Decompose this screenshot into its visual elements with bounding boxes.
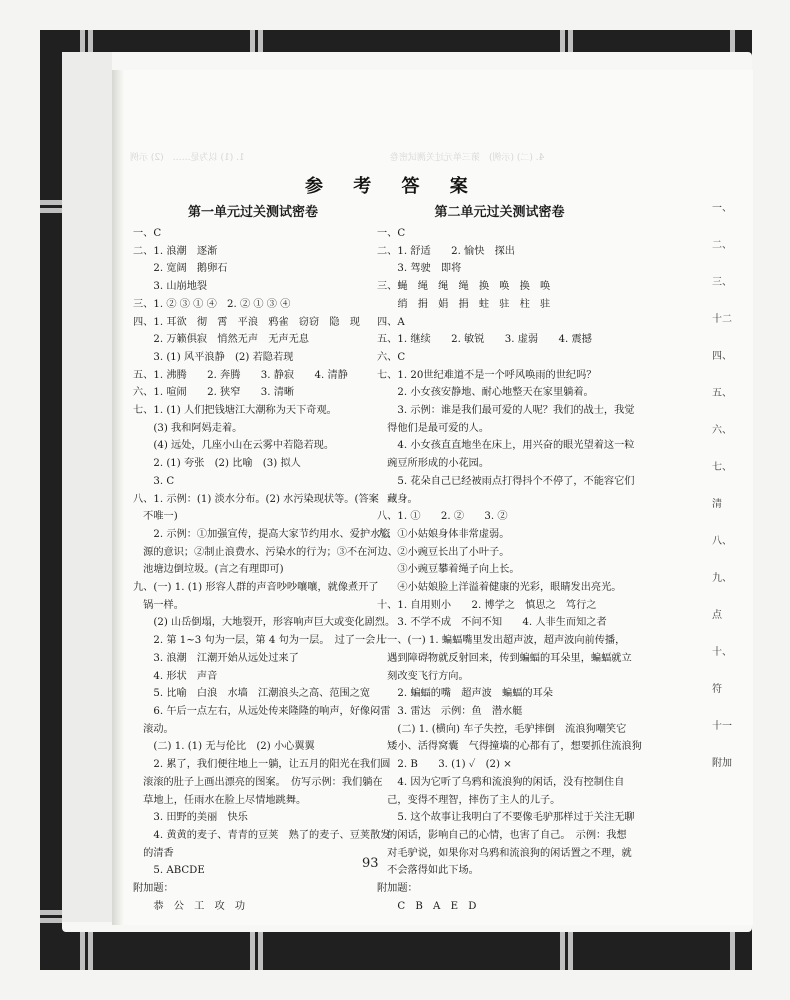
answer-line: 六、C (377, 351, 406, 363)
answer-line: 豌豆所形成的小花园。 (377, 458, 490, 470)
answer-line: 2. 第 1~3 句为一层，第 4 句为一层。 过了一会儿 (133, 635, 386, 647)
answer-line: 滚滚的肚子上画出漂亮的图案。 仿写示例：我们躺在 (133, 776, 383, 788)
edge-fragment: 五、 (712, 388, 732, 399)
answer-line: 5. 比喻 白浪 水墙 江潮浪头之高、范围之宽 (133, 688, 371, 700)
answer-line: 的闲话，影响自己的心情，也害了自己。 示例：我想 (377, 829, 627, 841)
answer-line: (2) 山岳倒塌，大地裂开，形容响声巨大或变化剧烈。 (133, 617, 396, 629)
answer-line: 2. 宽阔 鹅卵石 (133, 263, 228, 275)
answer-line: 绡 捐 娟 捐 蛀 驻 柱 驻 (377, 298, 551, 310)
answer-line: 七、1. (1) 人们把钱塘江大潮称为天下奇观。 (133, 405, 337, 417)
answer-line: 四、1. 耳欲 彻 霄 平浪 鸦雀 窃窃 隐 现 (133, 316, 360, 328)
answer-line: 3. 山崩地裂 (133, 281, 208, 293)
answer-line: 滚动。 (133, 723, 174, 735)
answer-line: 九、①小姑娘身体非常虚弱。 (377, 528, 510, 540)
answer-line: 一、C (133, 228, 162, 239)
answer-line: 2. 万籁俱寂 悄然无声 无声无息 (133, 334, 309, 346)
answer-line: 2. (1) 夸张 (2) 比喻 (3) 拟人 (133, 458, 301, 470)
unit2-answers (377, 204, 642, 915)
answer-line: 2. 蝙蝠的嘴 超声波 蝙蝠的耳朵 (377, 688, 553, 700)
answer-line: 锅一样。 (133, 599, 184, 611)
answer-line: ②小豌豆长出了小叶子。 (377, 546, 510, 558)
edge-fragment: 九、 (712, 573, 732, 584)
answer-line: 对毛驴说，如果你对乌鸦和流浪狗的闲话置之不理，就 (377, 847, 632, 859)
answer-line: 5. 花朵自己已经被雨点打得抖个不停了，不能容它们 (377, 475, 635, 487)
edge-fragment: 二、 (712, 240, 732, 251)
answer-line: 3. 田野的美丽 快乐 (133, 812, 248, 824)
edge-fragment: 符 (712, 684, 722, 695)
answer-line: 遇到障碍物就反射回来，传到蝙蝠的耳朵里，蝙蝠就立 (377, 652, 632, 664)
answer-line: 3. 示例：谁是我们最可爱的人呢？我们的战士，我觉 (377, 405, 635, 417)
unit2-heading: 第二单元过关测试密卷 (434, 205, 565, 220)
answer-line: 3. C (133, 475, 175, 487)
answer-line: 一、C (377, 228, 406, 239)
right-page-edge-fragments (712, 190, 752, 782)
answer-line: 矮小、活得窝囊 气得撞墙的心都有了，想要抓住流浪狗 (377, 741, 642, 753)
answer-line: 五、1. 继续 2. 敏锐 3. 虚弱 4. 震撼 (377, 334, 592, 346)
bleed-through-text: 1. (1) 以为是…… (2) 示例 (130, 153, 245, 163)
answer-line: C B A E D (377, 900, 477, 912)
answer-line: 2. 示例：①加强宣传，提高大家节约用水、爱护水资 (133, 528, 391, 540)
answer-line: 6. 午后一点左右，从远处传来隆隆的响声，好像闷雷 (133, 705, 391, 717)
left-page-edge (62, 52, 112, 922)
answer-line: 3. 雷达 示例：鱼 潜水艇 (377, 705, 523, 717)
answer-line: 藏身。 (377, 493, 418, 505)
answer-line: 三、1. ② ③ ① ④ 2. ② ① ③ ④ (133, 298, 291, 310)
answer-line: 三、蝇 绳 绳 绳 换 唤 换 唤 (377, 281, 551, 293)
answer-line: 二、1. 舒适 2. 愉快 探出 (377, 245, 515, 257)
answer-line: 不唯一) (133, 511, 178, 523)
answer-line: 池塘边倒垃圾。(言之有理即可) (133, 564, 284, 576)
answer-line: 七、1. 20世纪难道不是一个呼风唤雨的世纪吗？ (377, 369, 597, 381)
edge-fragment: 附加 (712, 758, 732, 769)
answer-line: 八、1. 示例：(1) 淡水分布。(2) 水污染现状等。(答案 (133, 493, 379, 505)
answer-line: 3. 驾驶 即将 (377, 263, 462, 275)
edge-fragment: 十二 (712, 314, 732, 325)
answer-line: 刻改变飞行方向。 (377, 670, 469, 682)
answer-line: 4. 因为它听了乌鸦和流浪狗的闲话，没有控制住自 (377, 776, 625, 788)
answer-line: 十、1. 自用则小 2. 博学之 慎思之 笃行之 (377, 599, 597, 611)
answer-line: 草地上，任雨水在脸上尽情地跳舞。 (133, 794, 307, 806)
answer-line: 恭 公 工 攻 功 (133, 900, 246, 912)
answer-line: 2. 小女孩安静地、耐心地整天在家里躺着。 (377, 387, 594, 399)
answer-line: (4) 远处，几座小山在云雾中若隐若现。 (133, 440, 335, 452)
answer-line: 八、1. ① 2. ② 3. ② (377, 511, 508, 523)
edge-fragment: 六、 (712, 425, 732, 436)
edge-fragment: 十、 (712, 647, 732, 658)
answer-line: 源的意识；②制止浪费水、污染水的行为；③不在河边、 (133, 546, 398, 558)
answer-line: 3. 不学不成 不问不知 4. 人非生而知之者 (377, 617, 607, 629)
bleed-through-text: 4. (二) (示例) 第三单元过关测试密卷 (390, 153, 545, 163)
answer-line: 4. 形状 声音 (133, 670, 218, 682)
answer-line: 3. (1) 风平浪静 (2) 若隐若现 (133, 351, 294, 363)
answer-line: ④小姑娘脸上洋溢着健康的光彩，眼睛发出亮光。 (377, 582, 622, 594)
edge-fragment: 八、 (712, 536, 732, 547)
answer-line: (二) 1. (横向) 车子失控，毛驴摔倒 流浪狗嘲笑它 (377, 723, 627, 735)
edge-fragment: 一、 (712, 203, 732, 214)
edge-fragment: 点 (712, 610, 722, 621)
answer-line: 附加题： (133, 883, 174, 895)
answer-line: 4. 黄黄的麦子、青青的豆荚 熟了的麦子、豆荚散发 (133, 829, 391, 841)
answer-line: 2. B 3. (1) ✓ (2) × (377, 759, 512, 771)
answer-line: 己，变得不理智，摔伤了主人的儿子。 (377, 794, 561, 806)
answer-line: 3. 浪潮 江潮开始从远处过来了 (133, 652, 299, 664)
edge-fragment: 清 (712, 499, 722, 510)
answer-line: (二) 1. (1) 无与伦比 (2) 小心翼翼 (133, 741, 315, 753)
answer-line: 5. 这个故事让我明白了不要像毛驴那样过于关注无聊 (377, 812, 635, 824)
answer-line: 附加题： (377, 883, 418, 895)
answer-line: 的清香 (133, 847, 174, 859)
answer-line: 十一、(一) 1. 蝙蝠嘴里发出超声波，超声波向前传播， (377, 635, 626, 647)
edge-fragment: 七、 (712, 462, 732, 473)
answer-line: 九、(一) 1. (1) 形容人群的声音吵吵嚷嚷，就像煮开了 (133, 582, 379, 594)
edge-fragment: 三、 (712, 277, 732, 288)
answer-line: 得他们是最可爱的人。 (377, 422, 490, 434)
page-fold-shadow (112, 70, 124, 925)
answer-line: 不会落得如此下场。 (377, 865, 479, 877)
unit1-heading: 第一单元过关测试密卷 (187, 205, 318, 220)
answer-line: 2. 累了，我们便往地上一躺，让五月的阳光在我们圆 (133, 759, 391, 771)
page-number: 93 (362, 856, 379, 871)
answer-line: (3) 我和阿妈走着。 (133, 422, 243, 434)
edge-fragment: 十一 (712, 721, 732, 732)
answer-line: 二、1. 浪潮 逐渐 (133, 245, 218, 257)
answer-line: 六、1. 喧闹 2. 狭窄 3. 清晰 (133, 387, 295, 399)
answer-line: 四、A (377, 316, 405, 328)
answer-line: 五、1. 沸腾 2. 奔腾 3. 静寂 4. 清静 (133, 369, 348, 381)
answer-line: ③小豌豆攀着绳子向上长。 (377, 564, 520, 576)
answer-line: 5. ABCDE (133, 865, 205, 877)
answer-line: 4. 小女孩直直地坐在床上，用兴奋的眼光望着这一粒 (377, 440, 635, 452)
edge-fragment: 四、 (712, 351, 732, 362)
page-title: 参 考 答 案 (305, 176, 480, 197)
